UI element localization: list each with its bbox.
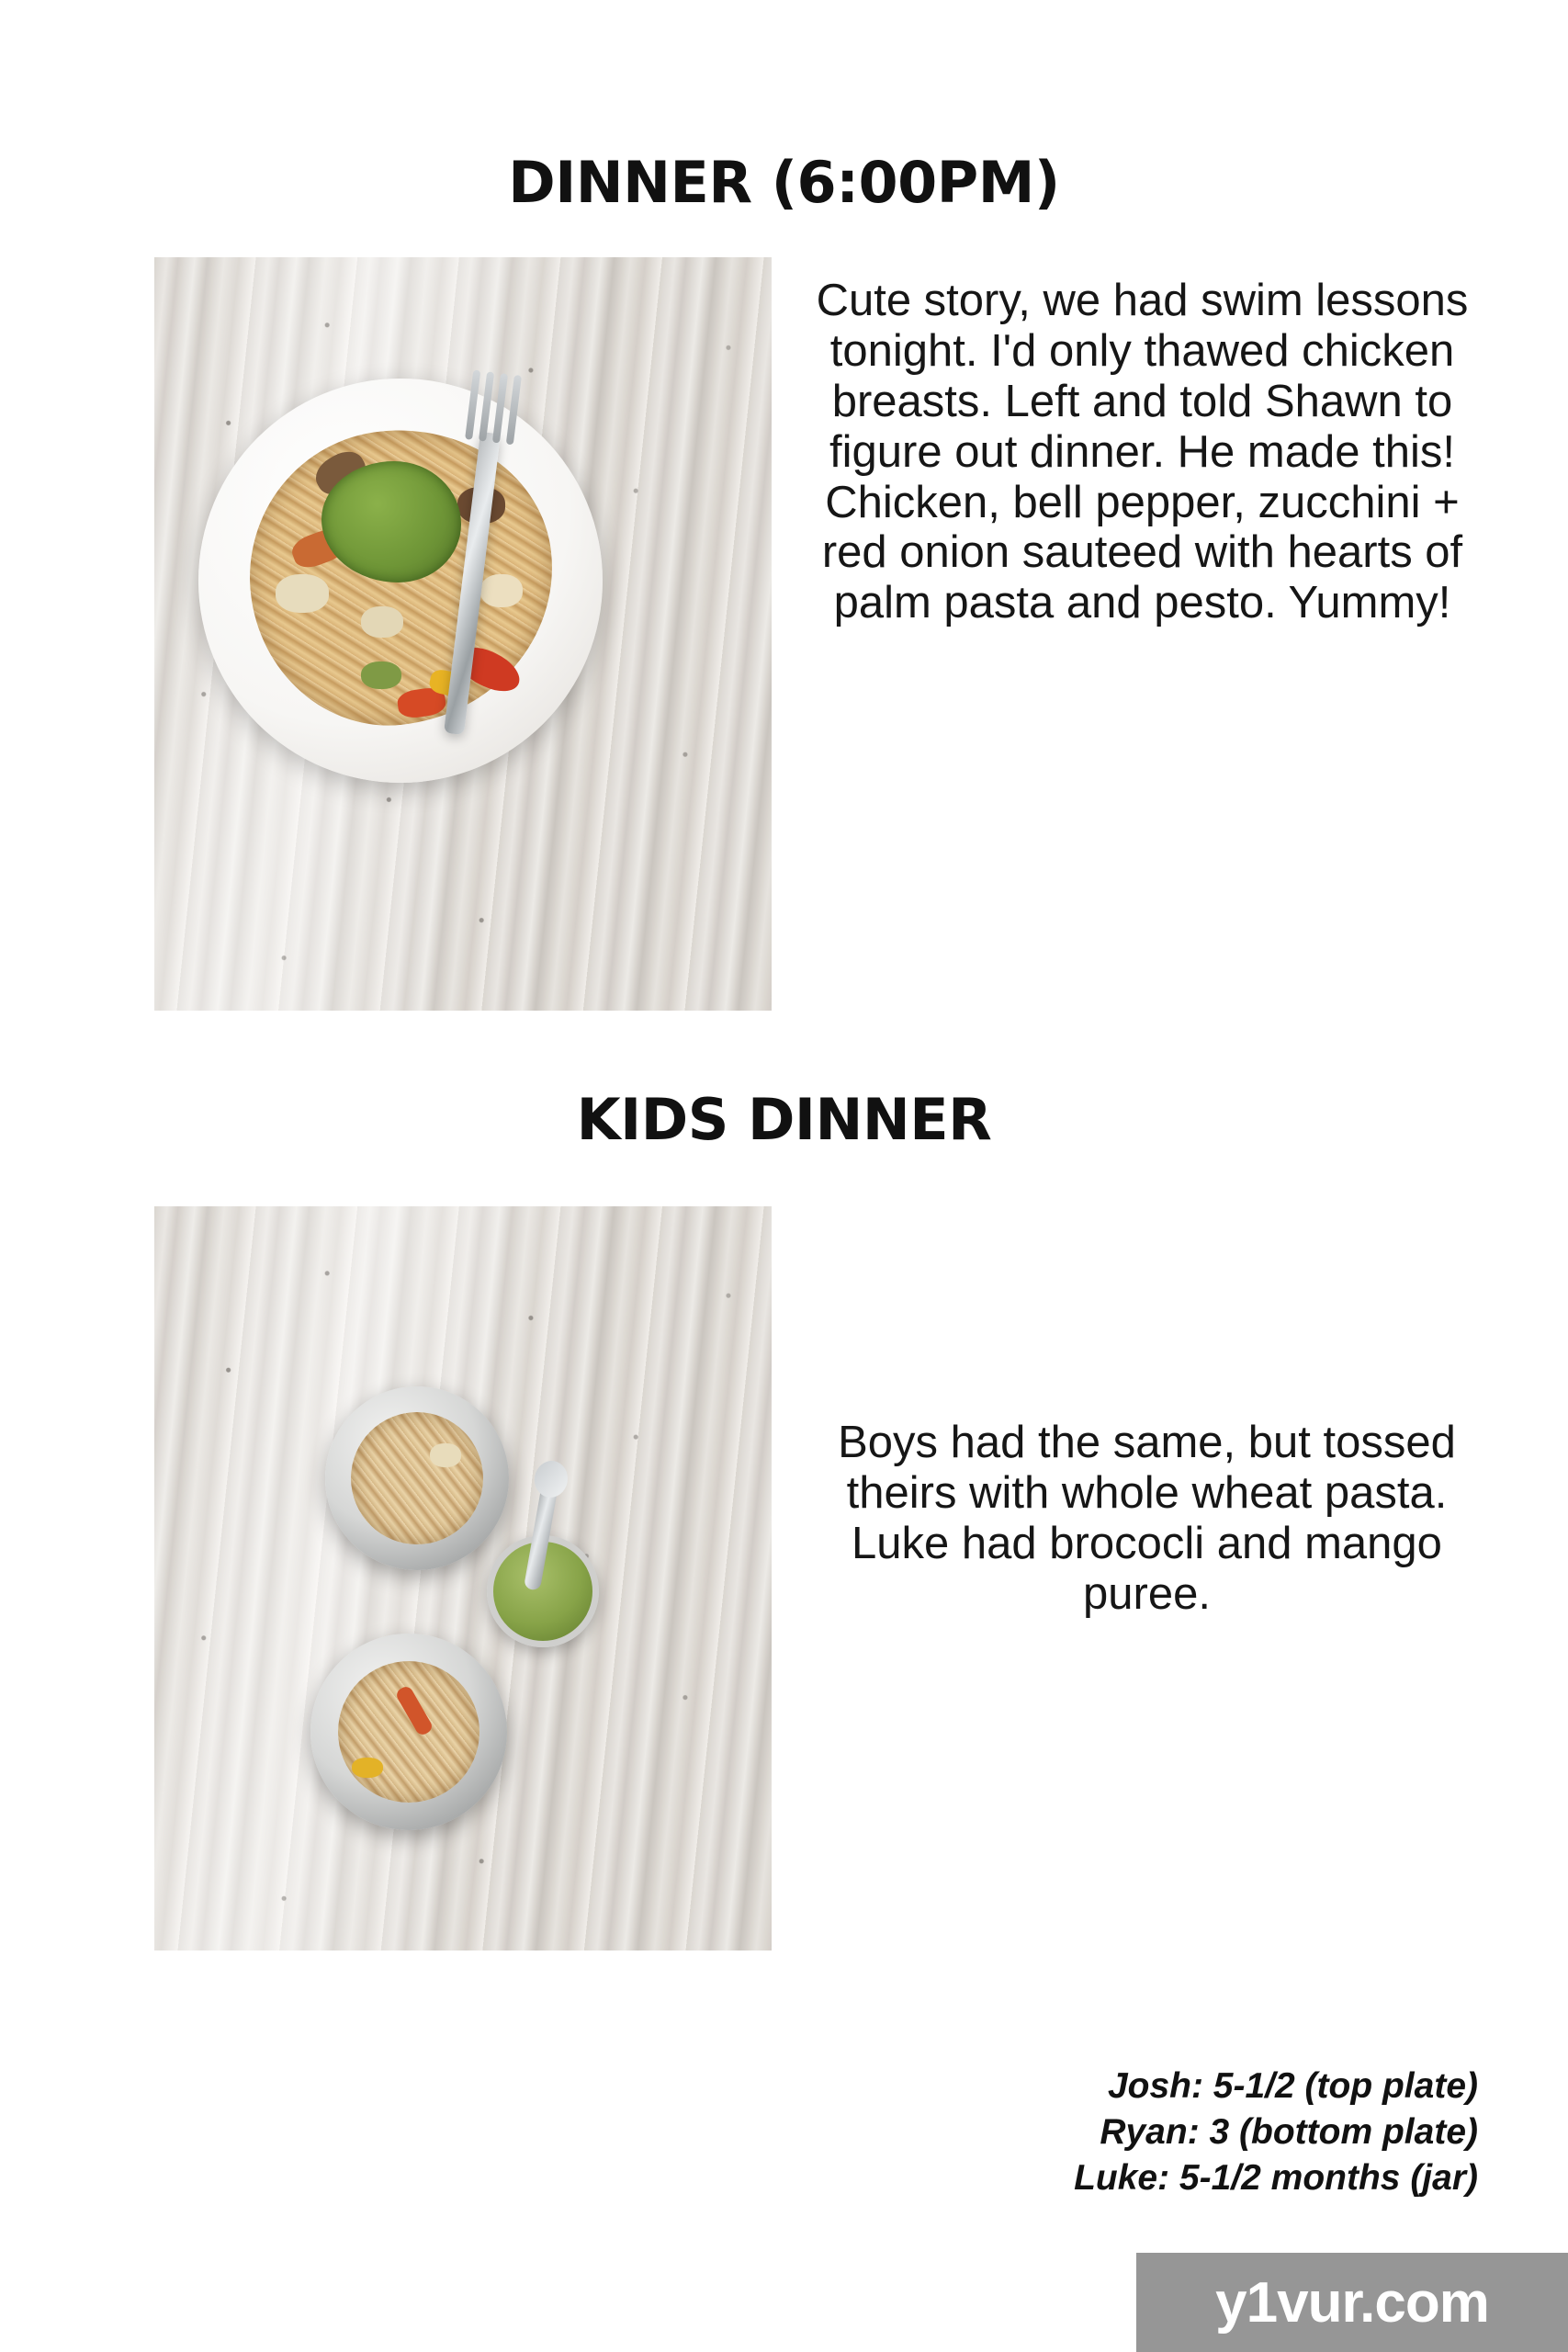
chicken-piece: [361, 606, 403, 638]
kids-dinner-section: [0, 1153, 1568, 1951]
chicken-piece: [480, 574, 523, 607]
dinner-caption: Cute story, we had swim lessons tonight. I'd only thawed chicken breasts. Left and told Shawn to figure out dinner. He made this! Chicken, bell pepper, zucchini + red onion sauteed with hearts of palm pasta and pesto. Yummy!: [816, 276, 1469, 628]
kid-age-ryan: Ryan: 3 (bottom plate): [1100, 2111, 1478, 2152]
kids-dinner-photo: [154, 1206, 772, 1951]
chicken-piece: [430, 1443, 461, 1467]
kids-dinner-caption: Boys had the same, but tossed theirs with whole wheat pasta. Luke had brococli and mango puree.: [838, 1418, 1456, 1619]
kid-age-josh: Josh: 5-1/2 (top plate): [1107, 2066, 1478, 2106]
vegetable-piece: [352, 1758, 383, 1778]
kid-age-luke: Luke: 5-1/2 months (jar): [1074, 2157, 1478, 2198]
kid-ages-list: [835, 2064, 1478, 2201]
bottom-bowl-pasta: [338, 1661, 479, 1803]
dinner-photo: [154, 257, 772, 1011]
top-bowl-pasta: [351, 1412, 483, 1544]
marble-countertop-background: [154, 1206, 772, 1951]
zucchini-piece: [361, 662, 401, 689]
kids-dinner-section-title: KIDS DINNER: [576, 1086, 992, 1153]
fork-tines: [465, 369, 523, 447]
chicken-piece: [276, 574, 329, 613]
watermark: y1vur.com: [1136, 2253, 1568, 2352]
bottom-bowl: [310, 1634, 507, 1830]
top-bowl: [325, 1386, 509, 1570]
dinner-section-title: DINNER (6:00PM): [508, 149, 1060, 216]
dinner-section: [0, 216, 1568, 1011]
